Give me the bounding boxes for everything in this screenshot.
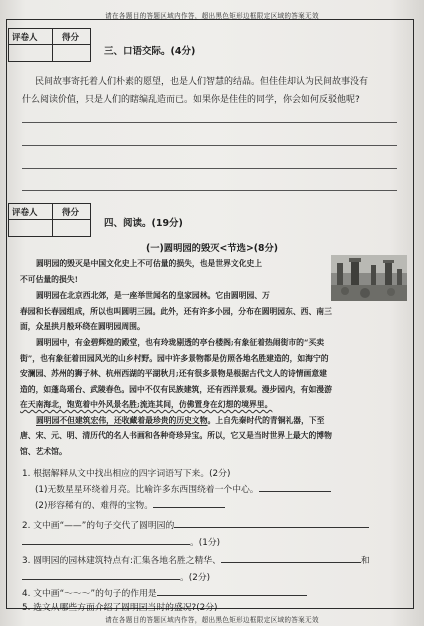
wavy-underlined-sentence: 在天南海北，饱览着中外风景名胜;流连其间，仿佛置身在幻想的境界里。 [20,400,273,409]
answer-line[interactable] [22,168,397,169]
section4-title: 四、阅读。(19分) [104,218,183,229]
section3-prompt-line1: 民间故事寄托着人们朴素的愿望，也是人们智慧的结晶。但佳佳却认为民间故事没有 [35,77,369,87]
reviewer-label: 评卷人 [12,33,38,43]
passage-p3-line4: 造的，如蓬岛瑶台、武陵春色。园中不仅有民族建筑，还有西洋景观。漫步园内，有如漫游 [20,385,332,394]
score-label: 得分 [62,208,80,218]
question-1-2: (2)形容稀有的、难得的宝物。 [35,498,225,511]
answer-area-notice-bottom: 请在各题目的答题区域内作答，超出黑色矩形边框限定区域的答案无效 [105,616,319,624]
passage-p1-line2: 不可估量的损失! [20,275,78,284]
question-2-cont: 。(1分) [22,535,220,548]
question-3-cont: 。(2分) [22,570,210,583]
passage-p3-line6: 圆明园不但建筑宏伟，还收藏着最珍贵的历史文物。上自先秦时代的青铜礼器，下至 [36,416,325,425]
score-box-section4 [8,203,91,237]
score-label: 得分 [62,33,80,43]
underlined-sentence: 圆明园不但建筑宏伟，还收藏着最珍贵的历史文物 [36,416,208,425]
passage-p3-line2: 街”，也有象征着田园风光的山乡村野。园中许多景物都是仿照各地名胜建造的，如海宁的 [20,354,329,363]
answer-line[interactable] [22,145,397,146]
reviewer-label: 评卷人 [12,208,38,218]
passage-p3-line5 [20,397,412,412]
answer-blank[interactable] [22,579,180,580]
passage-p1-line1: 圆明园的毁灭是中国文化史上不可估量的损失，也是世界文化史上 [36,259,263,268]
question-1: 1. 根据解释从文中找出相应的四字词语写下来。(2分) [22,469,231,479]
answer-area-notice-top: 请在各题目的答题区域内作答，超出黑色矩形边框限定区域的答案无效 [105,12,319,20]
passage-p2-line2: 春园和长春园组成，所以也叫圆明三园。此外，还有许多小园，分布在圆明园东、西、南三 [20,307,332,316]
question-1-1: (1)无数星星环绕着月亮。比喻许多东西围绕着一个中心。 [35,482,331,495]
answer-blank[interactable] [153,507,225,508]
answer-line[interactable] [22,190,397,191]
answer-blank[interactable] [259,491,331,492]
passage-p2-line3: 面，众星拱月般环绕在圆明园周围。 [20,322,145,331]
section3-title: 三、口语交际。(4分) [104,46,196,57]
question-5: 5. 选文从哪些方面介绍了圆明园当时的盛况?(2分) [22,603,218,613]
answer-line[interactable] [22,122,397,123]
passage-p2-line1: 圆明园在北京西北郊，是一座举世闻名的皇家园林。它由圆明园、万 [36,291,270,300]
question-3: 3. 圆明园的园林建筑特点有:汇集各地名胜之精华、 和 [22,556,370,566]
passage-p3-line8: 馆、艺术馆。 [20,447,67,456]
passage-p3-line3: 安澜园、苏州的狮子林、杭州西湖的平湖秋月;还有很多景物是根据古代文人的诗情画意建 [20,369,327,378]
answer-blank[interactable] [22,544,190,545]
answer-blank[interactable] [221,562,361,563]
passage-p3-line1: 圆明园中，有金碧辉煌的殿堂，也有玲珑剔透的亭台楼阁;有象征着热闹街市的“买卖 [36,338,325,347]
question-4: 4. 文中画“～～～”的句子的作用是 [22,586,307,599]
section3-prompt-line2: 什么阅读价值，只是人们的瞎编乱造而已。如果你是佳佳的同学，你会如何反驳他呢? [22,95,360,105]
score-box-section3 [8,28,91,62]
answer-blank[interactable] [174,527,369,528]
question-2: 2. 文中画“——”的句子交代了圆明园的 [22,518,369,531]
passage-p3-line7: 唐、宋、元、明、清历代的名人书画和各种奇珍异宝。所以，它又是当时世界上最大的博物 [20,431,332,440]
answer-blank[interactable] [157,595,307,596]
passage-title: (一)圆明园的毁灭<节选>(8分) [145,243,278,254]
